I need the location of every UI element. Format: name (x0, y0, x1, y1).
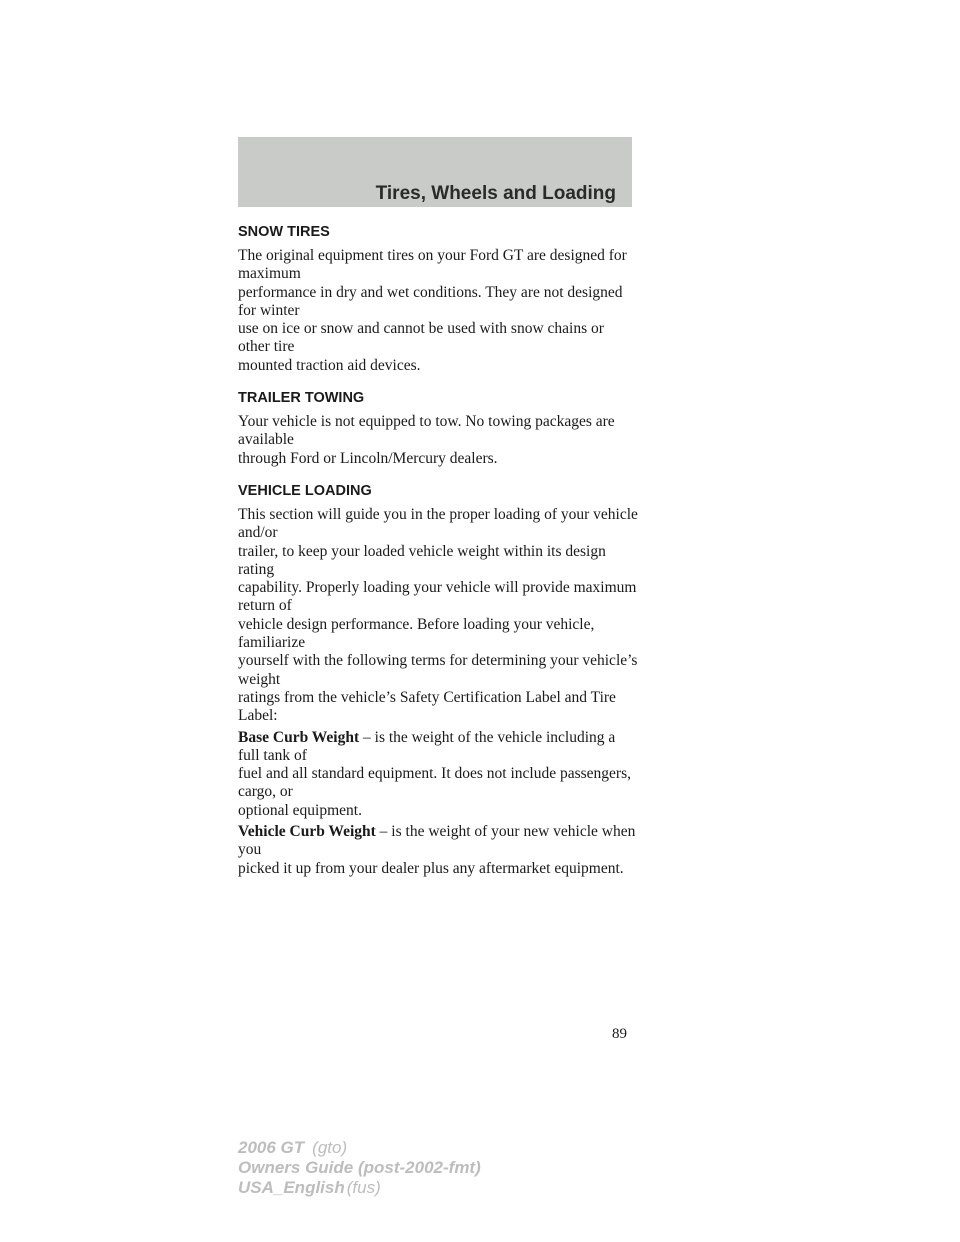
footer-language-code: (fus) (346, 1178, 381, 1197)
term-vehicle-curb-weight: Vehicle Curb Weight (238, 823, 376, 841)
page-content (238, 223, 638, 881)
footer-line-language (238, 1178, 481, 1198)
paragraph-vehicle-loading: This section will guide you in the proper loading of your vehicle and/or trailer, to keep your loaded vehicle weight within its design rating capability. Properly loading your vehicle will provide maximum return of vehicle design performance. Before loading your vehicle, familiarize yourself with the following terms for determining your vehicle’s weight ratings from the vehicle’s Safety Certification Label and Tire Label: (238, 505, 638, 725)
definition-vehicle-curb-weight (238, 823, 638, 878)
heading-trailer-towing: TRAILER TOWING (238, 390, 365, 407)
footer-model: 2006 GT (238, 1138, 305, 1157)
footer-model-code: (gto) (312, 1138, 348, 1157)
footer-line-guide (238, 1158, 481, 1178)
document-footer (238, 1138, 481, 1198)
heading-snow-tires: SNOW TIRES (238, 224, 330, 240)
paragraph-snow-tires: The original equipment tires on your Ford GT are designed for maximum performance in dry and wet conditions. They are not designed for winter use on ice or snow and cannot be used with snow chains or other tire mounted traction aid devices. (238, 247, 627, 374)
section-header-band (238, 137, 632, 207)
footer-guide: Owners Guide (post-2002-fmt) (238, 1158, 481, 1177)
page-number: 89 (612, 1026, 627, 1042)
footer-language: USA_English (238, 1178, 345, 1197)
heading-vehicle-loading: VEHICLE LOADING (238, 482, 372, 499)
definition-base-curb-weight (238, 729, 638, 820)
footer-line-model (238, 1138, 481, 1158)
section-title: Tires, Wheels and Loading (375, 183, 616, 204)
paragraph-trailer-towing: Your vehicle is not equipped to tow. No towing packages are available through Ford or Lincoln/Mercury dealers. (238, 413, 615, 467)
definition-text-vehicle-curb-weight: – is the weight of your new vehicle when you picked it up from your dealer plus any aftermarket equipment. (238, 823, 636, 877)
term-base-curb-weight: Base Curb Weight (238, 728, 360, 746)
definition-text-base-curb-weight: – is the weight of the vehicle including a full tank of fuel and all standard equipment. It does not include passengers, cargo, or optional equipment. (238, 728, 631, 819)
